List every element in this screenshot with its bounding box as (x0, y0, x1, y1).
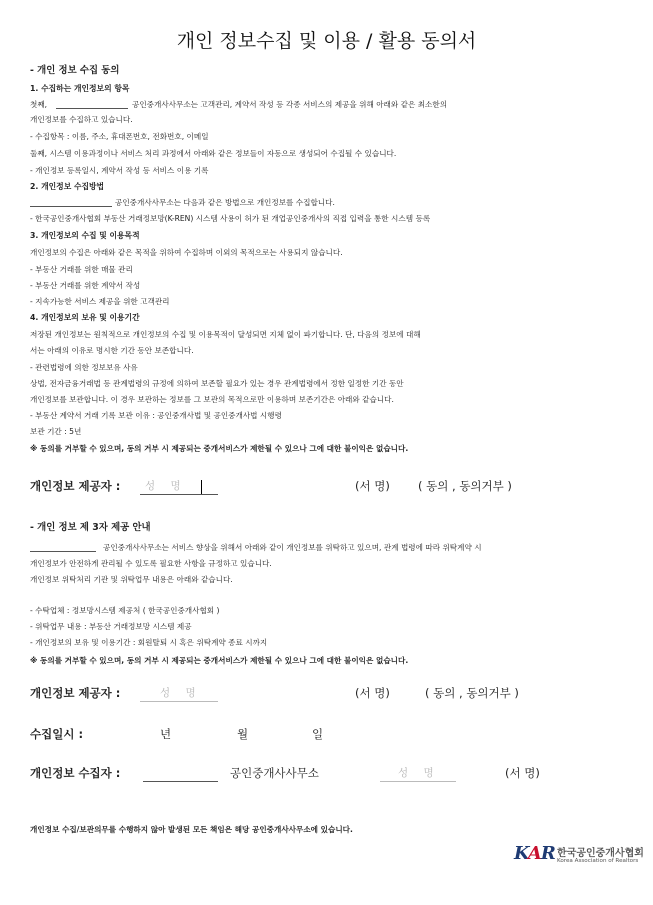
s4-line2: 서는 아래의 이유로 명시한 기간 동안 보존합니다. (30, 346, 194, 355)
collector-office-input[interactable] (143, 781, 218, 782)
tp-item1: - 수탁업체 : 정보망시스템 제공처 ( 한국공인중개사협회 ) (30, 606, 220, 615)
s4-line1: 저장된 개인정보는 원칙적으로 개인정보의 수집 및 이용목적이 달성되면 지체 없이 파기합니다. 단, 다음의 정보에 대해 (30, 330, 421, 339)
signature-mark[interactable]: (서 명) (505, 766, 540, 780)
consent-choice[interactable]: ( 동의 , 동의거부 ) (418, 479, 512, 493)
date-label: 수집일시 : (30, 727, 84, 741)
logo-name-en: Korea Association of Realtors (557, 858, 639, 864)
provider-name-underline (140, 494, 218, 495)
third-party-heading: - 개인 정보 제 3자 제공 안내 (30, 522, 151, 533)
section-1-title: 1. 수집하는 개인정보의 항목 (30, 84, 130, 93)
refuse-note: ※ 동의를 거부할 수 있으며, 동의 거부 시 제공되는 중개서비스가 제한될 수 있으나 그에 대한 불이익은 없습니다. (30, 444, 409, 453)
date-year[interactable]: 년 (160, 727, 172, 741)
provider-name-input[interactable]: 성 명 (145, 480, 187, 492)
s4-line4: 상법, 전자금융거래법 등 관계법령의 규정에 의하여 보존할 필요가 있는 경우 관계법령에서 정한 일정한 기간 동안 (30, 379, 404, 388)
list-item: - 지속가능한 서비스 제공을 위한 고객관리 (30, 297, 170, 306)
date-day[interactable]: 일 (312, 727, 324, 741)
s1-second: 둘째, 시스템 이용과정이나 서비스 처리 과정에서 아래와 같은 정보들이 자동으로 생성되어 수집될 수 있습니다. (30, 149, 397, 158)
provider-name-underline (140, 701, 218, 702)
s1-items: - 수집항목 : 이름, 주소, 휴대폰번호, 전화번호, 이메일 (30, 132, 209, 141)
provider-label: 개인정보 제공자 : (30, 479, 121, 493)
signature-mark[interactable]: (서 명) (355, 686, 390, 700)
collector-name-underline (380, 781, 456, 782)
s4-line5: 개인정보를 보관합니다. 이 경우 보관하는 정보를 그 보관의 목적으로만 이용하며 보존기간은 아래와 같습니다. (30, 395, 394, 404)
office-name-blank (30, 551, 96, 552)
provider-name-input[interactable]: 성 명 (160, 687, 202, 699)
refuse-note: ※ 동의를 거부할 수 있으며, 동의 거부 시 제공되는 중개서비스가 제한될 수 있으나 그에 대한 불이익은 없습니다. (30, 656, 409, 665)
list-item: - 부동산 거래를 위한 계약서 작성 (30, 281, 141, 290)
s4-line6: - 부동산 계약서 거래 기록 보관 이유 : 공인중개사법 및 공인중개사법 시행령 (30, 411, 282, 420)
logo-name-ko: 한국공인중개사협회 (557, 848, 644, 859)
section-2-title: 2. 개인정보 수집방법 (30, 182, 105, 191)
s4-line7: 보관 기간 : 5년 (30, 427, 82, 436)
footer-note: 개인정보 수집/보관의무를 수행하지 않아 발생된 모든 책임은 해당 공인중개사사무소에 있습니다. (30, 825, 353, 834)
s2-line2: - 한국공인중개사협회 부동산 거래정보망(K-REN) 시스템 사용이 허가 된 개업공인중개사의 직접 입력을 통한 시스템 등록 (30, 214, 431, 223)
section-4-title: 4. 개인정보의 보유 및 이용기간 (30, 313, 140, 322)
office-name-blank (56, 108, 128, 109)
s4-line3: - 관련법령에 의한 정보보유 사유 (30, 363, 138, 372)
s2-line1: 공인중개사사무소는 다음과 같은 방법으로 개인정보를 수집합니다. (115, 198, 335, 207)
tp-line3: 개인정보 위탁처리 기관 및 위탁업무 내용은 아래와 같습니다. (30, 575, 233, 584)
text-cursor (201, 480, 202, 494)
s1-auto-items: - 개인정보 등록일시, 계약서 작성 등 서비스 이용 기록 (30, 166, 209, 175)
signature-mark[interactable]: (서 명) (355, 479, 390, 493)
tp-line1: 공인중개사사무소는 서비스 향상을 위해서 아래와 같이 개인정보를 위탁하고 있으며, 관계 법령에 따라 위탁계약 시 (103, 543, 482, 552)
section-3-title: 3. 개인정보의 수집 및 이용목적 (30, 231, 140, 240)
consent-choice[interactable]: ( 동의 , 동의거부 ) (425, 686, 519, 700)
s1-first-label: 첫째, (30, 100, 48, 109)
s1-paragraph-line2: 개인정보를 수집하고 있습니다. (30, 115, 133, 124)
tp-item3: - 개인정보의 보유 및 이용기간 : 회원탈퇴 시 혹은 위탁계약 종료 시까지 (30, 638, 268, 647)
s1-paragraph: 공인중개사사무소는 고객관리, 계약서 작성 등 각종 서비스의 제공을 위해 아래와 같은 최소한의 (132, 100, 448, 109)
tp-item2: - 위탁업무 내용 : 부동산 거래정보망 시스템 제공 (30, 622, 192, 631)
collector-office: 공인중개사사무소 (230, 766, 319, 780)
provider-label: 개인정보 제공자 : (30, 686, 121, 700)
collect-heading: - 개인 정보 수집 동의 (30, 65, 120, 76)
collector-name-input[interactable]: 성 명 (398, 767, 440, 779)
logo-mark-icon: KAR (514, 843, 555, 864)
date-month[interactable]: 월 (237, 727, 249, 741)
page-title: 개인 정보수집 및 이용 / 활용 동의서 (176, 30, 477, 52)
list-item: - 부동산 거래를 위한 매물 관리 (30, 265, 133, 274)
office-name-blank (30, 206, 112, 207)
tp-line2: 개인정보가 안전하게 관리될 수 있도록 필요한 사항을 규정하고 있습니다. (30, 559, 272, 568)
association-logo (514, 843, 644, 871)
collector-label: 개인정보 수집자 : (30, 766, 121, 780)
s3-line1: 개인정보의 수집은 아래와 같은 목적을 위하여 수집하며 이외의 목적으로는 사용되지 않습니다. (30, 248, 343, 257)
